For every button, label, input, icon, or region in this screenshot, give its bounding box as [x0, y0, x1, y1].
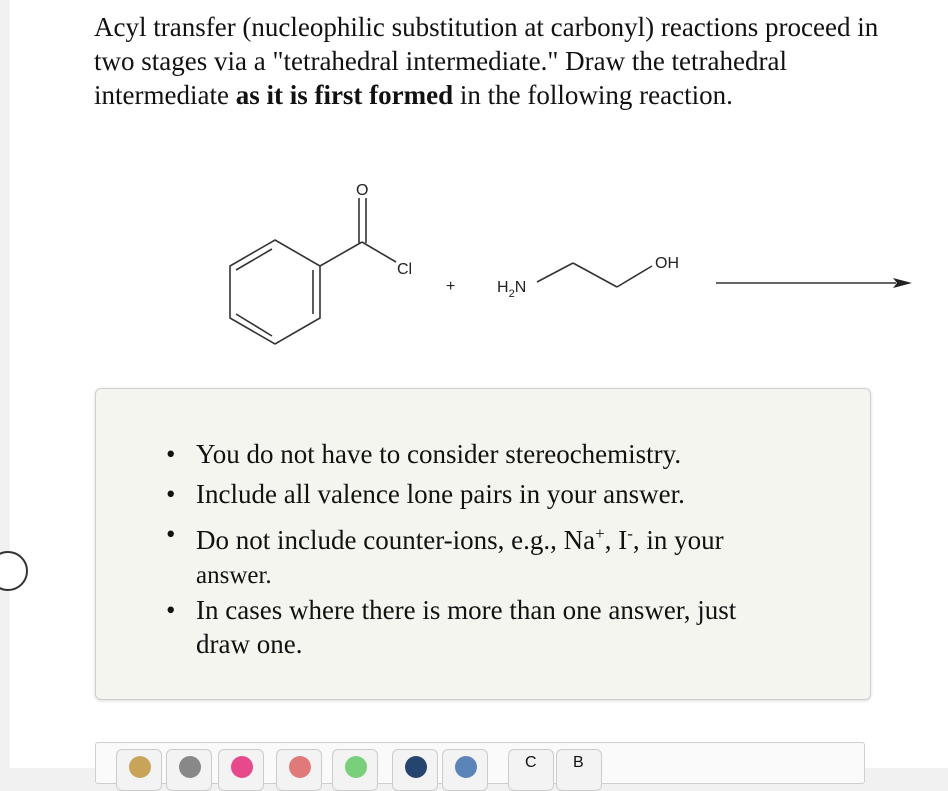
amine-label: $H_2N$ [497, 279, 527, 300]
plus-sign: + [446, 278, 456, 295]
chlorine-label: Cl [397, 261, 413, 278]
red-atom-icon [289, 756, 311, 778]
lasso-tool-button[interactable] [166, 749, 212, 791]
eraser-icon [231, 756, 253, 778]
instruction-item: • In cases where there is more than one answer, just draw one. [166, 595, 737, 659]
instruction-item: • You do not have to consider stereochemistry. [166, 439, 682, 469]
eraser-tool-button[interactable] [218, 749, 264, 791]
minus-charge-tool-button[interactable] [442, 749, 488, 791]
plus-charge-tool-button[interactable] [392, 749, 438, 791]
green-atom-icon [345, 756, 367, 778]
hydroxyl-label: OH [655, 255, 679, 272]
benzene-ring [230, 240, 320, 344]
acyl-bonds [320, 198, 396, 266]
atom-red-tool-button[interactable] [276, 749, 322, 791]
reaction-scheme [0, 170, 948, 360]
plus-charge-icon [405, 756, 427, 778]
emphasis-text: as it is first formed [235, 80, 454, 110]
lasso-icon [179, 756, 201, 778]
instruction-item: • Do not include counter-ions, e.g., Na+, I-, in your answer. [166, 519, 724, 589]
atom-green-tool-button[interactable] [332, 749, 378, 791]
question-text: Acyl transfer (nucleophilic substitution at carbonyl) reactions proceed in two stages via a "tetrahedral intermediate." Draw the tetrahedral intermediate as it is first formed in the following reaction. [94, 12, 879, 110]
bond-letter: B [573, 754, 584, 771]
instructions-box [95, 388, 871, 700]
oxygen-label: O [356, 182, 369, 199]
carbon-tool-button[interactable] [508, 749, 554, 791]
hand-icon [129, 756, 151, 778]
instruction-item: • Include all valence lone pairs in your answer. [166, 479, 685, 509]
ethanolamine-chain [537, 263, 652, 287]
hand-tool-button[interactable] [116, 749, 162, 791]
bond-tool-button[interactable] [556, 749, 602, 791]
side-handle-icon[interactable] [0, 551, 28, 591]
carbon-letter: C [525, 754, 537, 771]
minus-charge-icon [455, 756, 477, 778]
drawing-toolbar [95, 742, 865, 784]
